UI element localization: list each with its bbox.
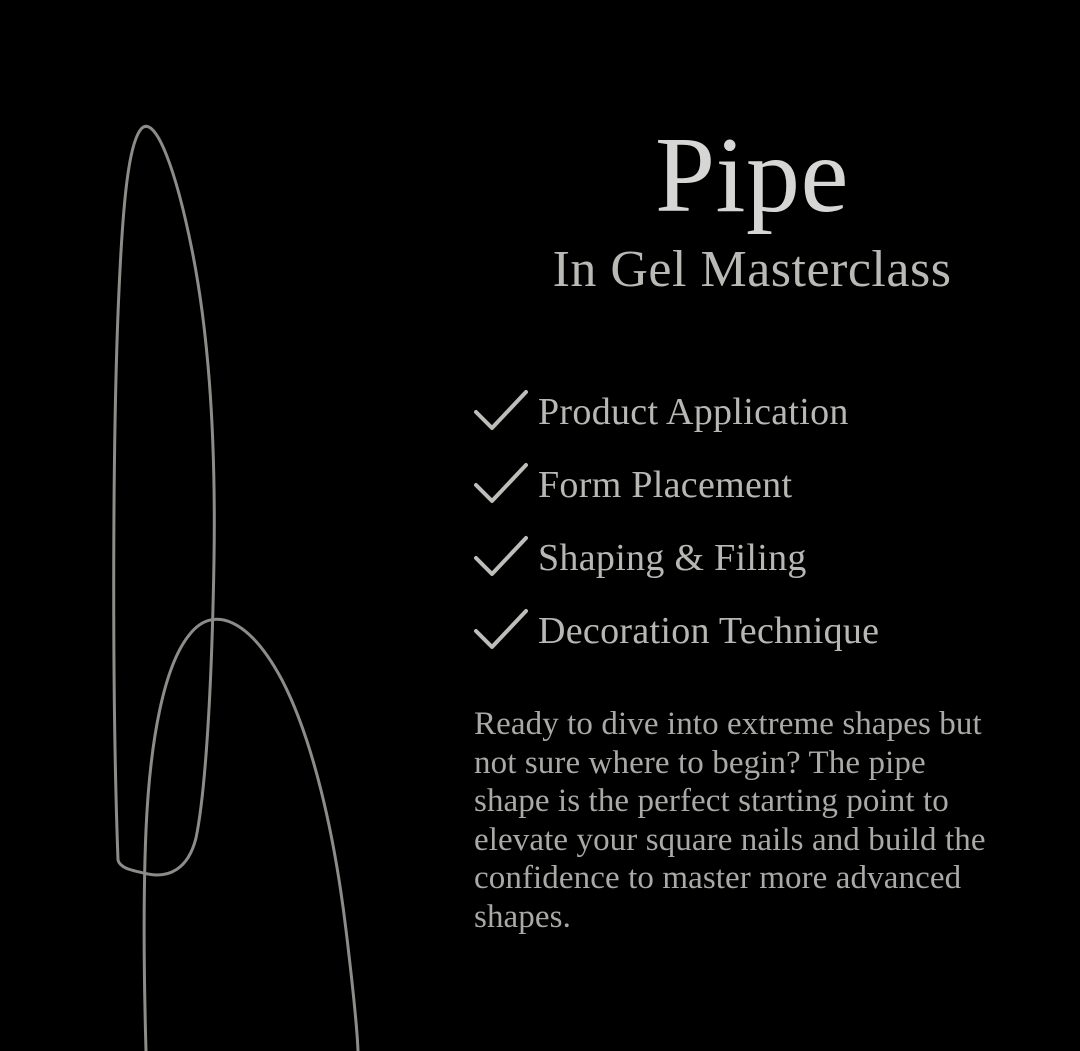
description-paragraph: Ready to dive into extreme shapes but not sure where to begin? The pipe shape is the perfect starting point to elevate your square nails and build the confidence to master more advanced shapes. bbox=[474, 706, 986, 936]
check-icon bbox=[472, 534, 530, 582]
feature-label: Shaping & Filing bbox=[538, 536, 807, 579]
list-item bbox=[472, 448, 1032, 521]
feature-label: Form Placement bbox=[538, 463, 793, 506]
list-item bbox=[472, 594, 1032, 667]
page-title: Pipe bbox=[654, 116, 849, 235]
check-icon bbox=[472, 388, 530, 436]
feature-label: Product Application bbox=[538, 390, 849, 433]
check-icon bbox=[472, 607, 530, 655]
list-item bbox=[472, 375, 1032, 448]
feature-label: Decoration Technique bbox=[538, 609, 880, 652]
check-icon bbox=[472, 461, 530, 509]
feature-list bbox=[472, 375, 1032, 667]
pipe-nail-outline-illustration bbox=[0, 0, 440, 1051]
list-item bbox=[472, 521, 1032, 594]
content-column bbox=[452, 0, 1052, 1051]
page-subtitle: In Gel Masterclass bbox=[552, 241, 952, 298]
